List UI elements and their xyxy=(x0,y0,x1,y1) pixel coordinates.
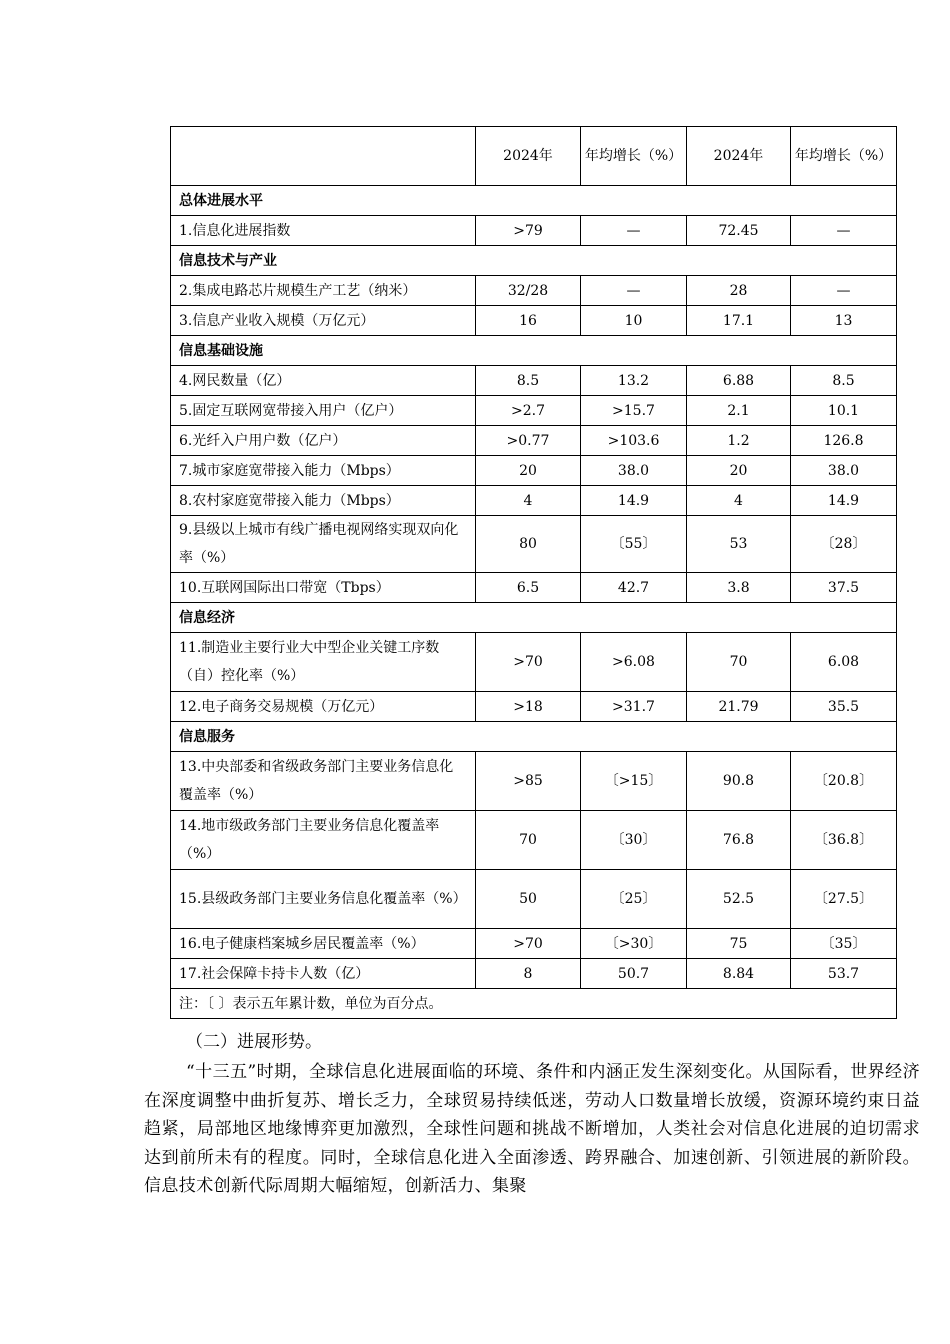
note-row xyxy=(171,989,897,1019)
value-cell: 10.1 xyxy=(791,396,897,426)
value-cell: >85 xyxy=(476,752,581,811)
indicator-label: 12.电子商务交易规模（万亿元） xyxy=(171,692,476,722)
section-title: 总体进展水平 xyxy=(171,186,897,216)
indicator-label: 10.互联网国际出口带宽（Tbps） xyxy=(171,573,476,603)
value-cell: 126.8 xyxy=(791,426,897,456)
indicator-label: 2.集成电路芯片规模生产工艺（纳米） xyxy=(171,276,476,306)
value-cell: >31.7 xyxy=(581,692,687,722)
value-cell: 76.8 xyxy=(687,811,791,870)
value-cell: 35.5 xyxy=(791,692,897,722)
value-cell: 〔55〕 xyxy=(581,516,687,573)
table-row xyxy=(171,456,897,486)
value-cell: 4 xyxy=(687,486,791,516)
value-cell: 28 xyxy=(687,276,791,306)
value-cell: 〔25〕 xyxy=(581,870,687,929)
value-cell: 20 xyxy=(687,456,791,486)
indicator-label: 1.信息化进展指数 xyxy=(171,216,476,246)
value-cell: 52.5 xyxy=(687,870,791,929)
value-cell: 1.2 xyxy=(687,426,791,456)
value-cell: 70 xyxy=(687,633,791,692)
table-row xyxy=(171,929,897,959)
value-cell: 〔27.5〕 xyxy=(791,870,897,929)
value-cell: 50 xyxy=(476,870,581,929)
header-col3: 2024年 xyxy=(687,127,791,186)
value-cell: 90.8 xyxy=(687,752,791,811)
value-cell: 8.5 xyxy=(791,366,897,396)
table-note: 注：〔 〕表示五年累计数，单位为百分点。 xyxy=(171,989,897,1019)
value-cell: 6.08 xyxy=(791,633,897,692)
section-title: 信息技术与产业 xyxy=(171,246,897,276)
section-row xyxy=(171,722,897,752)
value-cell: >18 xyxy=(476,692,581,722)
table-row xyxy=(171,633,897,692)
value-cell: — xyxy=(791,276,897,306)
value-cell: >2.7 xyxy=(476,396,581,426)
indicator-label: 11.制造业主要行业大中型企业关键工序数（自）控化率（%） xyxy=(171,633,476,692)
value-cell: 16 xyxy=(476,306,581,336)
indicator-label: 14.地市级政务部门主要业务信息化覆盖率（%） xyxy=(171,811,476,870)
value-cell: 3.8 xyxy=(687,573,791,603)
table-row xyxy=(171,396,897,426)
value-cell: 75 xyxy=(687,929,791,959)
value-cell: 10 xyxy=(581,306,687,336)
value-cell: >6.08 xyxy=(581,633,687,692)
value-cell: 14.9 xyxy=(581,486,687,516)
value-cell: 50.7 xyxy=(581,959,687,989)
indicator-label: 5.固定互联网宽带接入用户（亿户） xyxy=(171,396,476,426)
indicator-label: 17.社会保障卡持卡人数（亿） xyxy=(171,959,476,989)
value-cell: 8.84 xyxy=(687,959,791,989)
value-cell: 32/28 xyxy=(476,276,581,306)
indicator-table xyxy=(170,126,897,1019)
table-row xyxy=(171,752,897,811)
value-cell: 2.1 xyxy=(687,396,791,426)
table-row xyxy=(171,366,897,396)
indicator-label: 15.县级政务部门主要业务信息化覆盖率（%） xyxy=(171,870,476,929)
table-header-row xyxy=(171,127,897,186)
section-row xyxy=(171,336,897,366)
section-title: 信息经济 xyxy=(171,603,897,633)
table-row xyxy=(171,870,897,929)
value-cell: 〔35〕 xyxy=(791,929,897,959)
table-row xyxy=(171,426,897,456)
value-cell: 20 xyxy=(476,456,581,486)
value-cell: >70 xyxy=(476,633,581,692)
value-cell: 〔36.8〕 xyxy=(791,811,897,870)
indicator-label: 6.光纤入户用户数（亿户） xyxy=(171,426,476,456)
value-cell: 70 xyxy=(476,811,581,870)
indicator-label: 3.信息产业收入规模（万亿元） xyxy=(171,306,476,336)
value-cell: 72.45 xyxy=(687,216,791,246)
value-cell: 〔>30〕 xyxy=(581,929,687,959)
value-cell: 17.1 xyxy=(687,306,791,336)
indicator-label: 13.中央部委和省级政务部门主要业务信息化覆盖率（%） xyxy=(171,752,476,811)
table-row xyxy=(171,516,897,573)
value-cell: 13.2 xyxy=(581,366,687,396)
value-cell: 37.5 xyxy=(791,573,897,603)
value-cell: — xyxy=(791,216,897,246)
value-cell: 〔30〕 xyxy=(581,811,687,870)
value-cell: 21.79 xyxy=(687,692,791,722)
value-cell: 8.5 xyxy=(476,366,581,396)
section-title: 信息服务 xyxy=(171,722,897,752)
value-cell: 〔>15〕 xyxy=(581,752,687,811)
value-cell: 38.0 xyxy=(581,456,687,486)
table-row xyxy=(171,486,897,516)
indicator-label: 7.城市家庭宽带接入能力（Mbps） xyxy=(171,456,476,486)
value-cell: 53 xyxy=(687,516,791,573)
indicator-label: 4.网民数量（亿） xyxy=(171,366,476,396)
value-cell: 〔28〕 xyxy=(791,516,897,573)
value-cell: >0.77 xyxy=(476,426,581,456)
table-row xyxy=(171,959,897,989)
section-title: 信息基础设施 xyxy=(171,336,897,366)
table-row xyxy=(171,306,897,336)
section-row xyxy=(171,186,897,216)
value-cell: 6.88 xyxy=(687,366,791,396)
value-cell: >79 xyxy=(476,216,581,246)
header-col1: 2024年 xyxy=(476,127,581,186)
indicator-label: 8.农村家庭宽带接入能力（Mbps） xyxy=(171,486,476,516)
header-col2: 年均增长（%） xyxy=(581,127,687,186)
value-cell: >15.7 xyxy=(581,396,687,426)
value-cell: — xyxy=(581,276,687,306)
value-cell: 13 xyxy=(791,306,897,336)
section-subheading: （二）进展形势。 xyxy=(186,1032,322,1052)
indicator-label: 9.县级以上城市有线广播电视网络实现双向化率（%） xyxy=(171,516,476,573)
value-cell: 8 xyxy=(476,959,581,989)
value-cell: 4 xyxy=(476,486,581,516)
header-blank-cell xyxy=(171,127,476,186)
table-row xyxy=(171,811,897,870)
header-col4: 年均增长（%） xyxy=(791,127,897,186)
section-row xyxy=(171,603,897,633)
table-row xyxy=(171,276,897,306)
value-cell: 42.7 xyxy=(581,573,687,603)
value-cell: >103.6 xyxy=(581,426,687,456)
value-cell: 14.9 xyxy=(791,486,897,516)
section-row xyxy=(171,246,897,276)
value-cell: 80 xyxy=(476,516,581,573)
value-cell: 38.0 xyxy=(791,456,897,486)
value-cell: 6.5 xyxy=(476,573,581,603)
table-row xyxy=(171,216,897,246)
indicator-label: 16.电子健康档案城乡居民覆盖率（%） xyxy=(171,929,476,959)
body-paragraph: “十三五”时期，全球信息化进展面临的环境、条件和内涵正发生深刻变化。从国际看，世界经济在深度调整中曲折复苏、增长乏力，全球贸易持续低迷，劳动人口数量增长放缓，资源环境约束日益趋紧，局部地区地缘博弈更加激烈，全球性问题和挑战不断增加，人类社会对信息化进展的迫切需求达到前所未有的程度。同时，全球信息化进入全面渗透、跨界融合、加速创新、引领进展的新阶段。信息技术创新代际周期大幅缩短，创新活力、集聚 xyxy=(144,1062,920,1196)
value-cell: 〔20.8〕 xyxy=(791,752,897,811)
table-row xyxy=(171,692,897,722)
table-row xyxy=(171,573,897,603)
value-cell: — xyxy=(581,216,687,246)
value-cell: 53.7 xyxy=(791,959,897,989)
value-cell: >70 xyxy=(476,929,581,959)
